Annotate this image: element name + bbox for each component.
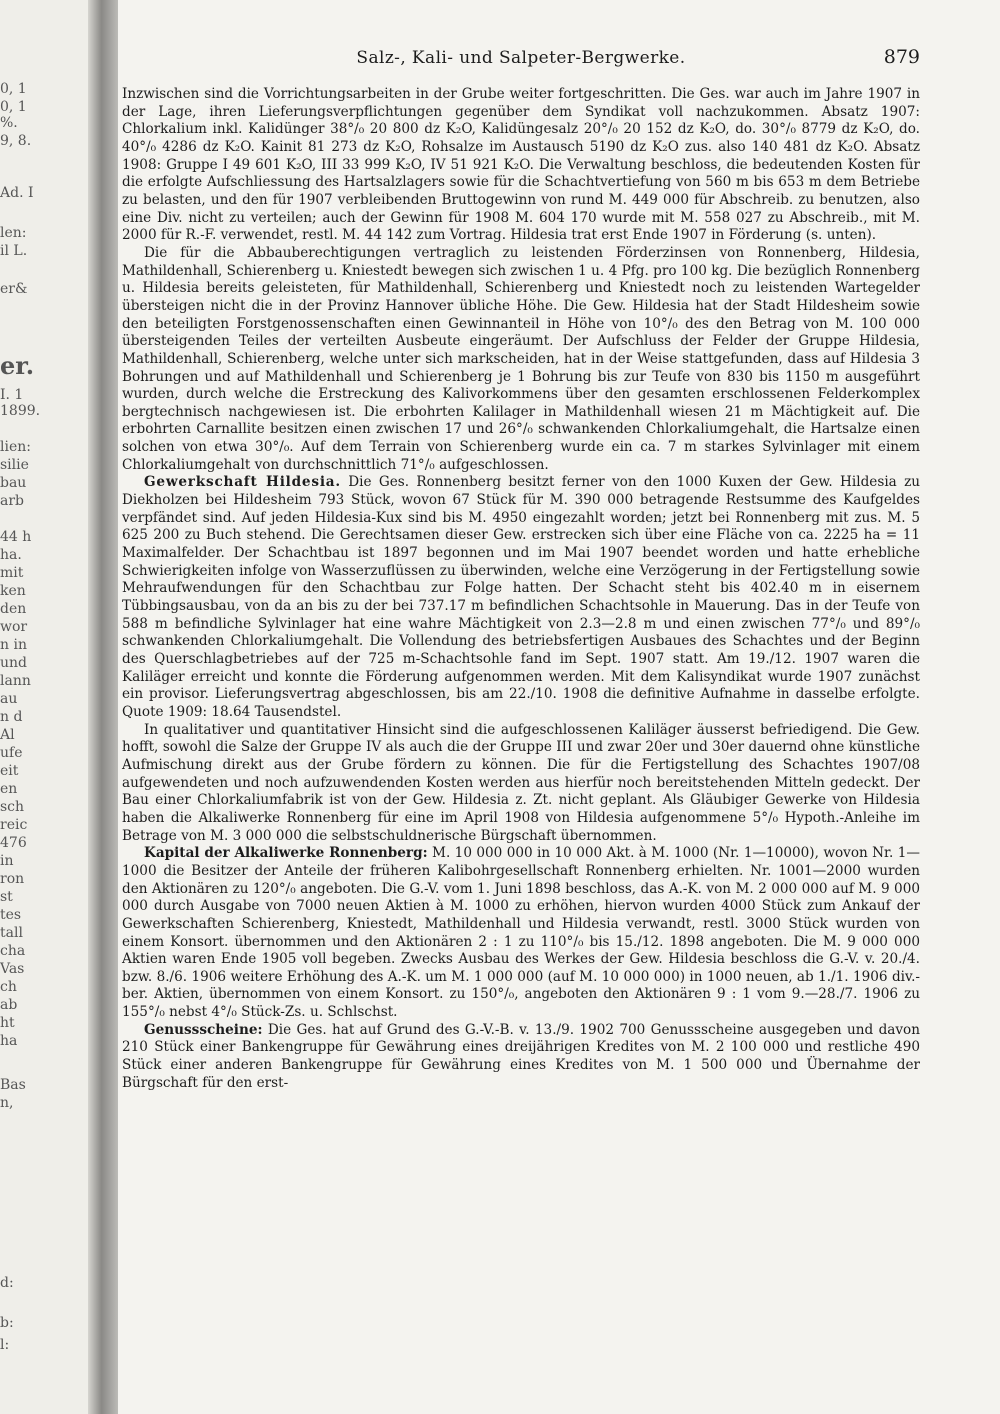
page-number: 879 xyxy=(883,46,920,68)
inline-title-genussscheine: Genussscheine: xyxy=(144,1021,263,1038)
inline-text-kapital: M. 10 000 000 in 10 000 Akt. à M. 1000 (Nr. 1—10000), wovon Nr. 1—1000 die Besitzer der Anteile der früheren Kalibohrgesellschaft Ronnenberg erhielten. Nr. 1001—2000 wurden den Aktionären zu 120°/₀ angeboten. Die G.-V. vom 1. Juni 1898 beschloss, das A.-K. von M. 2 000 000 auf M. 9 000 000 durch Ausgabe von 7000 neuen Aktien à M. 1000 zu erhöhen, hiervon wurden 4000 Stück zum Ankauf der Gewerkschaften Schierenberg, Kniestedt, Mathildenhall und Hildesia verwandt, restl. 3000 Stück wurden von einem Konsort. übernommen und den Aktionären 2 : 1 zu 110°/₀ bis 15./12. 1898 angeboten. Die M. 9 000 000 Aktien waren Ende 1905 voll begeben. Zwecks Ausbau des Werkes der Gew. Hildesia beschloss die G.-V. v. 20./4. bzw. 8./6. 1906 weitere Erhöhung des A.-K. um M. 1 000 000 (auf M. 10 000 000) in 1000 neuen, ab 1./1. 1906 div.-ber. Aktien, übernommen von einem Konsort. zu 150°/₀, angeboten den Aktionären 9 : 1 vom 9.—28./7. 1906 zu 155°/₀ nebst 4°/₀ Stück-Zs. u. Schlschst. xyxy=(122,845,921,1021)
running-title: Salz-, Kali- und Salpeter-Bergwerke. xyxy=(356,48,686,68)
gutter-fragment: n d xyxy=(0,709,23,725)
gutter-fragment: ken xyxy=(0,583,26,599)
paragraph-foerderzinsen: Die für die Abbauberechtigungen vertraglich zu leistenden Förderzinsen von Ronnenberg, Hildesia, Mathildenhall, Schierenberg u. Kniestedt bewegen sich zwischen 1 u. 4 Pfg. pro 100 kg. Die bezüglich Ronnenberg u. Hildesia bereits geleisteten, für Mathildenhall, Schierenberg und Kniestedt noch zu leistenden Wartegelder übersteigen nicht die in der Provinz Hannover übliche Höhe. Die Gew. Hildesia hat der Stadt Hildesheim sowie den beteiligten Forstgenossenschaften einen Gewinnanteil in Höhe von 10°/₀ des den Betrag von M. 100 000 übersteigenden Teiles der verteilten Ausbeute eingeräumt. Der Aufschluss der Felder der Gruppe Hildesia, Mathildenhall, Schierenberg, welche unter sich markscheiden, hat in der Weise stattgefunden, dass auf Hildesia 3 Bohrungen und auf Mathildenhall und Schierenberg je 1 Bohrung bis zur Teufe von 830 bis 1150 m ausgeführt wurden, durch welche die Erstreckung des Kalivorkommens über den gesamten erschlossenen Felderkomplex bergtechnisch nachgewiesen ist. Die erbohrten Kalilager in Mathildenhall wiesen 21 m Mächtigkeit auf. Die erbohrten Carnallite besitzen einen zwischen 17 und 26°/₀ schwankenden Chlorkaliumgehalt, die Hartsalze einen solchen von etwa 30°/₀. Auf dem Terrain von Schierenberg wurde ein ca. 7 m starkes Sylvinlager mit einem Chlorkaliumgehalt von durchschnittlich 71°/₀ aufgeschlossen. xyxy=(122,244,920,473)
gutter-fragment: und xyxy=(0,655,27,671)
gutter-fragment: au xyxy=(0,691,18,707)
gutter-fragment: tall xyxy=(0,925,23,941)
gutter-fragment: Ad. I xyxy=(0,185,34,201)
gutter-fragment: ufe xyxy=(0,745,23,761)
gutter-fragment: reic xyxy=(0,817,28,833)
gutter-fragment: b: xyxy=(0,1315,14,1331)
gutter-fragment: cha xyxy=(0,943,26,959)
gutter-fragment: ron xyxy=(0,871,25,887)
gutter-fragment: 9, 8. xyxy=(0,133,32,149)
inline-text-genussscheine: Die Ges. hat auf Grund des G.-V.-B. v. 13./9. 1902 700 Genussscheine ausgegeben und davon 210 Stück einer Bankengruppe für Gewährung eines dreijährigen Kredites von M. 2 100 000 und restliche 490 Stück einer anderen Bankengruppe für Gewährung eines Kredites von M. 1 500 000 und Übernahme der Bürgschaft für den erst- xyxy=(122,1021,920,1091)
paragraph-genussscheine xyxy=(122,1022,920,1093)
gutter-fragment: I. 1 xyxy=(0,387,24,403)
gutter-fragment: st xyxy=(0,889,13,905)
gutter-fragment: 0, 1 xyxy=(0,81,27,97)
gutter-fragment: n in xyxy=(0,637,27,653)
gutter-fragment: Bas xyxy=(0,1077,26,1093)
section-title-hildesia: Gewerkschaft Hildesia. xyxy=(144,474,341,491)
gutter-fragment: d: xyxy=(0,1275,14,1291)
gutter-fragment: bau xyxy=(0,475,27,491)
gutter-fragment: en xyxy=(0,781,18,797)
gutter-fragment: Vas xyxy=(0,961,25,977)
paragraph-kalilaeger-qualitaet: In qualitativer und quantitativer Hinsicht sind die aufgeschlossenen Kaliläger äusserst befriedigend. Die Gew. hofft, sowohl die Salze der Gruppe IV als auch die der Gruppe III und zwar 20er und 30er dauernd ohne künstliche Aufmischung direkt aus der Grube fördern zu können. Die für die Fertigstellung des Schachtes 1907/08 aufgewendeten und noch aufzuwendenden Kosten werden aus hierfür noch bereitstehenden Mitteln gedeckt. Der Bau einer Chlorkaliumfabrik ist von der Gew. Hildesia z. Zt. nicht geplant. Als Gläubiger Gewerke von Hildesia haben die Alkaliwerke Ronnenberg für eine im April 1908 von Hildesia aufgenommene 5°/₀ Hypoth.-Anleihe im Betrage von M. 3 000 000 die selbstschuldnerische Bürgschaft übernommen. xyxy=(122,721,920,844)
binding-gutter xyxy=(0,0,118,1414)
paragraph-kapital xyxy=(122,845,920,1022)
gutter-fragment: arb xyxy=(0,493,25,509)
gutter-fragment: 1899. xyxy=(0,403,41,419)
gutter-fragment: ha. xyxy=(0,547,22,563)
gutter-fragment: %. xyxy=(0,115,18,131)
gutter-fragment: ab xyxy=(0,997,18,1013)
section-text-hildesia: Die Ges. Ronnenberg besitzt ferner von den 1000 Kuxen der Gew. Hildesia zu Diekholzen bei Hildesheim 793 Stück, wovon 67 Stück für M. 390 000 betragende Restsumme des Kaufgeldes verpfändet sind. Auf jeden Hildesia-Kux sind bis M. 4950 eingezahlt worden; jetzt bei Ronnenberg mit zus. M. 5 625 200 zu Buch stehend. Die Gerechtsamen dieser Gew. erstrecken sich über eine Fläche von ca. 2225 ha = 11 Maximalfelder. Der Schachtbau ist 1897 begonnen und im Mai 1907 beendet worden und hatte erhebliche Schwierigkeiten infolge von Wasserzuflüssen zu überwinden, welche eine Verzögerung in der Fertigstellung sowie Mehraufwendungen für den Schachtbau zur Folge hatten. Der Schacht steht bis 402.40 m in eisernem Tübbingsausbau, von da an bis zu der bei 737.17 m befindlichen Schachtsohle in Mauerung. Das in der Teufe von 588 m befindliche Sylvinlager hat eine wahre Mächtigkeit von 2.3—2.8 m und einen zwischen 77°/₀ und 89°/₀ schwankenden Chlorkaliumgehalt. Die Vollendung des betriebsfertigen Ausbaues des Schachtes und der Beginn des Querschlagbetriebes auf der 725 m-Schachtsohle fand im Sept. 1907 statt. Am 19./12. 1907 waren die Kaliläger erreicht und konnte die Förderung aufgenommen werden. Mit dem Kalisyndikat wurde 1907 zunächst ein provisor. Lieferungsvertrag abgeschlossen, bis am 22./10. 1908 die definitive Aufnahme in dasselbe erfolgte. Quote 1909: 18.64 Tausendstel. xyxy=(122,474,920,720)
gutter-fragment: Al xyxy=(0,727,15,743)
gutter-fragment: in xyxy=(0,853,14,869)
paragraph-gewerkschaft-hildesia xyxy=(122,474,920,721)
gutter-fragment: l: xyxy=(0,1337,10,1353)
gutter-fragment: wor xyxy=(0,619,28,635)
gutter-fragment: tes xyxy=(0,907,22,923)
gutter-fragment: sch xyxy=(0,799,25,815)
gutter-fragment: 0, 1 xyxy=(0,99,27,115)
inline-title-kapital: Kapital der Alkaliwerke Ronnenberg: xyxy=(144,845,428,862)
gutter-fragment: mit xyxy=(0,565,24,581)
gutter-fragment: silie xyxy=(0,457,29,473)
running-header xyxy=(118,44,924,74)
gutter-fragment: er& xyxy=(0,281,28,297)
gutter-fragment: er. xyxy=(0,351,35,380)
gutter-fragment: ht xyxy=(0,1015,15,1031)
gutter-fragment: len: xyxy=(0,225,27,241)
paragraph-syndikat-absatz: Inzwischen sind die Vorrichtungsarbeiten in der Grube weiter fortgeschritten. Die Ges. war auch im Jahre 1907 in der Lage, ihren Lieferungsverpflichtungen gegenüber dem Syndikat voll nachzukommen. Absatz 1907: Chlorkalium inkl. Kalidünger 38°/₀ 20 800 dz K₂O, Kalidüngesalz 20°/₀ 20 152 dz K₂O, do. 30°/₀ 8779 dz K₂O, do. 40°/₀ 4286 dz K₂O. Kainit 81 273 dz K₂O, Rohsalze im Austausch 5190 dz K₂O zus. also 140 481 dz K₂O. Absatz 1908: Gruppe I 49 601 K₂O, III 33 999 K₂O, IV 51 921 K₂O. Die Verwaltung beschloss, die bedeutenden Kosten für die erfolgte Aufschliessung des Hartsalzlagers sowie für die Schachtvertiefung von 560 m bis 653 m dem Betriebe zu belasten, und den für 1907 verbleibenden Bruttogewinn von rund M. 449 000 für Abschreib. zu benutzen, also eine Div. nicht zu verteilen; auch der Gewinn für 1908 M. 604 170 wurde mit M. 558 027 zu Abschreib., mit M. 2000 für R.-F. verwendet, restl. M. 44 142 zum Vortrag. Hildesia trat erst Ende 1907 in Förderung (s. unten). xyxy=(122,86,920,244)
gutter-fragment: il L. xyxy=(0,243,28,259)
gutter-fragment: n, xyxy=(0,1095,14,1111)
gutter-fragment: eit xyxy=(0,763,19,779)
gutter-fragment: ch xyxy=(0,979,17,995)
gutter-fragment: ha xyxy=(0,1033,18,1049)
book-spine-shadow xyxy=(88,0,118,1414)
gutter-fragment: 44 h xyxy=(0,529,32,545)
gutter-fragment: lien: xyxy=(0,439,31,455)
page-body xyxy=(122,86,920,1092)
gutter-fragment: 476 xyxy=(0,835,27,851)
gutter-fragment: den xyxy=(0,601,27,617)
gutter-fragment: lann xyxy=(0,673,31,689)
